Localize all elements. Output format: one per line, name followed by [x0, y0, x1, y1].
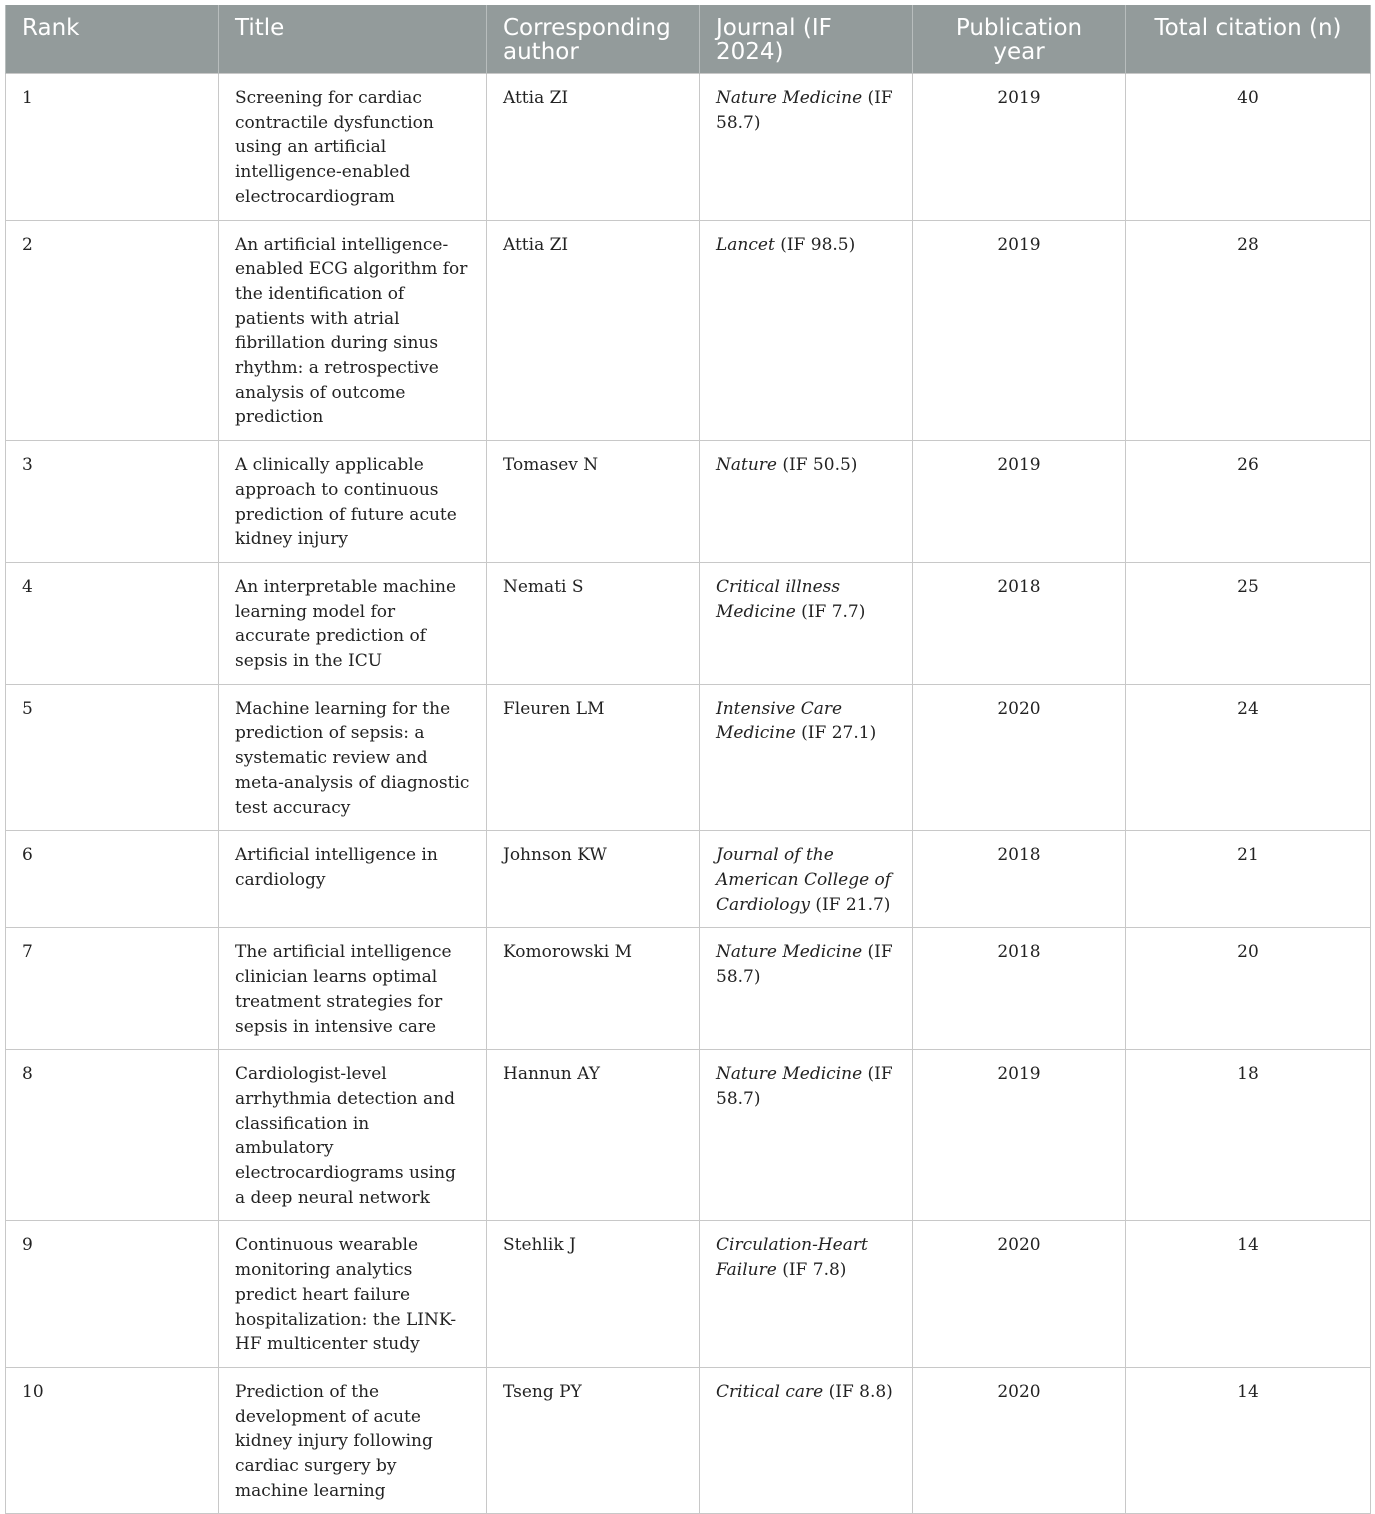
table-row	[6, 928, 1371, 1050]
journal-if: (IF 58.7)	[716, 88, 893, 133]
cell-citations: 20	[1126, 928, 1371, 1050]
cell-citations: 28	[1126, 220, 1371, 441]
cell-year: 2019	[913, 1050, 1126, 1221]
cell-journal	[700, 1221, 913, 1368]
journal-if: (IF 27.1)	[795, 723, 877, 744]
cell-journal	[700, 1367, 913, 1514]
journal-name: Nature Medicine	[716, 88, 863, 108]
journal-if: (IF 50.5)	[776, 455, 858, 476]
table-row	[6, 1050, 1371, 1221]
cell-title: A clinically applicable approach to continuous prediction of future acute kidney injury	[219, 441, 487, 563]
journal-name: Nature Medicine	[716, 942, 863, 963]
journal-if: (IF 58.7)	[716, 942, 893, 988]
table-row	[6, 1367, 1371, 1514]
cell-citations: 24	[1126, 684, 1371, 831]
cell-citations: 14	[1126, 1221, 1371, 1368]
cell-journal	[700, 562, 913, 684]
table-container	[5, 5, 1370, 1514]
journal-if: (IF 8.8)	[823, 1381, 893, 1402]
cell-journal	[700, 831, 913, 928]
cell-year: 2018	[913, 928, 1126, 1050]
cell-rank: 3	[6, 441, 219, 563]
header-rank: Rank	[6, 5, 219, 74]
journal-if: (IF 7.8)	[776, 1260, 847, 1281]
header-author: Corresponding author	[487, 5, 700, 74]
cell-citations: 40	[1126, 74, 1371, 221]
cell-citations: 14	[1126, 1367, 1371, 1514]
cell-rank: 4	[6, 562, 219, 684]
journal-if: (IF 21.7)	[809, 894, 891, 915]
journal-name: Intensive Care Medicine	[716, 698, 843, 744]
cell-citations: 18	[1126, 1050, 1371, 1221]
cell-rank: 1	[6, 74, 219, 221]
cell-author: Hannun AY	[487, 1050, 700, 1221]
cell-author: Fleuren LM	[487, 684, 700, 831]
cell-journal	[700, 441, 913, 563]
header-year: Publication year	[913, 5, 1126, 74]
cell-author: Attia ZI	[487, 220, 700, 441]
cell-citations: 26	[1126, 441, 1371, 563]
cell-rank: 7	[6, 928, 219, 1050]
cell-author: Stehlik J	[487, 1221, 700, 1368]
citation-table	[5, 5, 1371, 1514]
header-journal: Journal (IF 2024)	[700, 5, 913, 74]
cell-author: Nemati S	[487, 562, 700, 684]
cell-title: An artificial intelligence-enabled ECG algorithm for the identification of patients with atrial fibrillation during sinus rhythm: a retrospective analysis of outcome prediction	[219, 220, 487, 441]
cell-journal	[700, 74, 913, 221]
cell-title: Screening for cardiac contractile dysfunction using an artificial intelligence-enabled electrocardiogram	[219, 74, 487, 221]
journal-name: Journal of the American College of Cardiology	[716, 845, 892, 915]
cell-rank: 5	[6, 684, 219, 831]
header-title: Title	[219, 5, 487, 74]
header-citations: Total citation (n)	[1126, 5, 1371, 74]
cell-citations: 25	[1126, 562, 1371, 684]
cell-title: An interpretable machine learning model for accurate prediction of sepsis in the ICU	[219, 562, 487, 684]
cell-year: 2018	[913, 562, 1126, 684]
cell-year: 2020	[913, 1367, 1126, 1514]
cell-title: Machine learning for the prediction of sepsis: a systematic review and meta-analysis of diagnostic test accuracy	[219, 684, 487, 831]
cell-rank: 9	[6, 1221, 219, 1368]
cell-journal	[700, 220, 913, 441]
cell-journal	[700, 1050, 913, 1221]
cell-author: Komorowski M	[487, 928, 700, 1050]
cell-title: Prediction of the development of acute kidney injury following cardiac surgery by machine learning	[219, 1367, 487, 1514]
cell-citations: 21	[1126, 831, 1371, 928]
cell-rank: 8	[6, 1050, 219, 1221]
cell-rank: 10	[6, 1367, 219, 1514]
journal-name: Nature	[716, 455, 777, 476]
cell-year: 2019	[913, 441, 1126, 563]
cell-year: 2018	[913, 831, 1126, 928]
table-row	[6, 441, 1371, 563]
journal-name: Critical illness Medicine	[716, 576, 841, 622]
table-row	[6, 74, 1371, 221]
journal-if: (IF 58.7)	[716, 1064, 893, 1109]
table-row	[6, 684, 1371, 831]
cell-title: Continuous wearable monitoring analytics predict heart failure hospitalization: the LINK-HF multicenter study	[219, 1221, 487, 1368]
journal-name: Critical care	[716, 1381, 824, 1402]
cell-rank: 6	[6, 831, 219, 928]
cell-year: 2019	[913, 220, 1126, 441]
cell-year: 2019	[913, 74, 1126, 221]
journal-name: Lancet	[716, 234, 775, 255]
cell-author: Johnson KW	[487, 831, 700, 928]
journal-if: (IF 7.7)	[795, 601, 866, 622]
cell-journal	[700, 684, 913, 831]
table-row	[6, 220, 1371, 441]
cell-author: Tseng PY	[487, 1367, 700, 1514]
cell-title: Cardiologist-level arrhythmia detection and classification in ambulatory electrocardiograms using a deep neural network	[219, 1050, 487, 1221]
cell-title: Artificial intelligence in cardiology	[219, 831, 487, 928]
cell-author: Attia ZI	[487, 74, 700, 221]
cell-year: 2020	[913, 684, 1126, 831]
cell-author: Tomasev N	[487, 441, 700, 563]
cell-rank: 2	[6, 220, 219, 441]
header-row	[6, 5, 1371, 74]
table-row	[6, 562, 1371, 684]
cell-journal	[700, 928, 913, 1050]
table-row	[6, 831, 1371, 928]
journal-name: Circulation-Heart Failure	[716, 1235, 868, 1281]
journal-name: Nature Medicine	[716, 1064, 863, 1085]
journal-if: (IF 98.5)	[774, 234, 856, 255]
cell-title: The artificial intelligence clinician learns optimal treatment strategies for sepsis in intensive care	[219, 928, 487, 1050]
table-row	[6, 1221, 1371, 1368]
cell-year: 2020	[913, 1221, 1126, 1368]
